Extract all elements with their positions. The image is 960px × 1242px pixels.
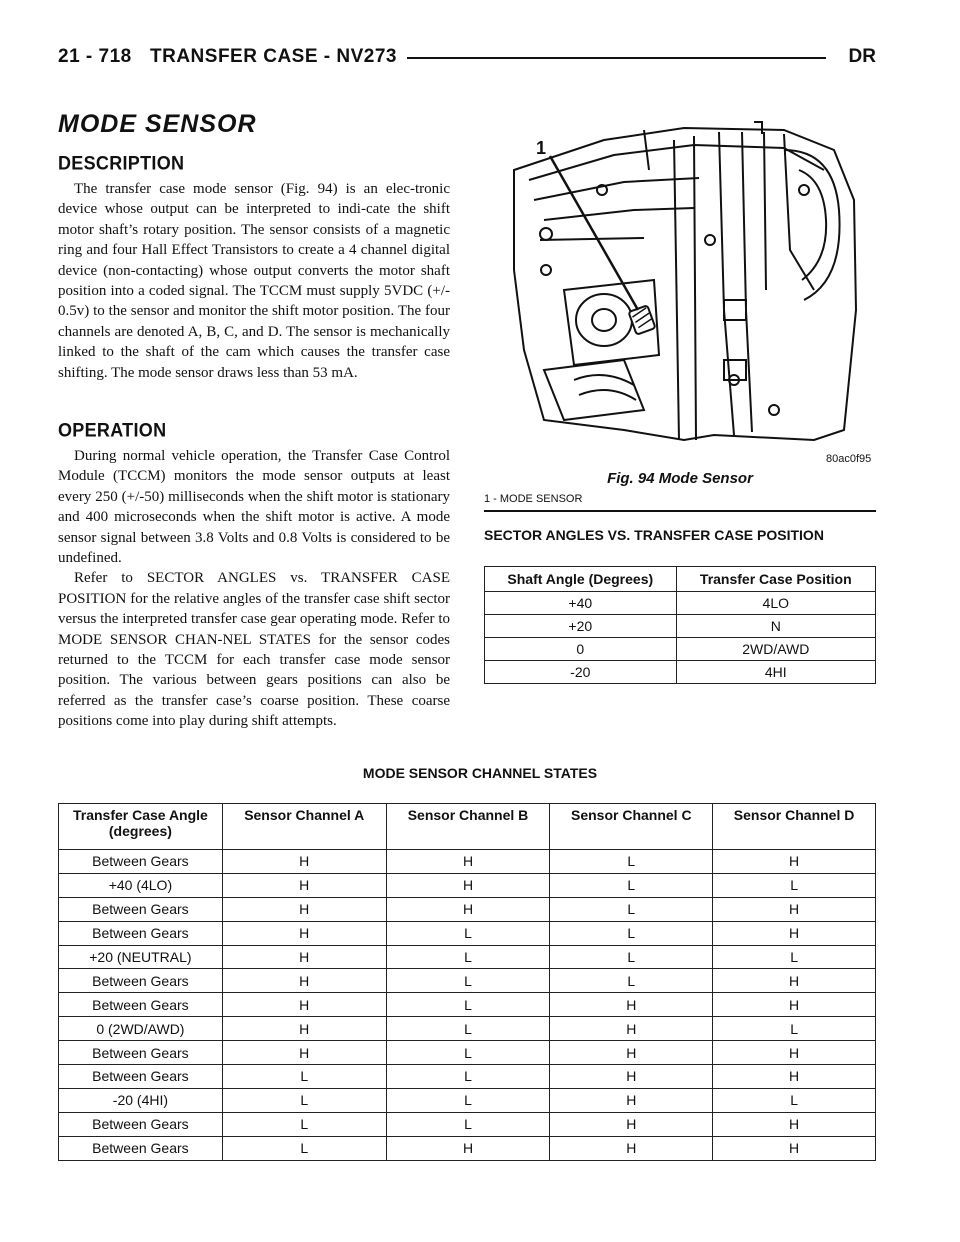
table-cell: H bbox=[713, 969, 876, 993]
image-code: 80ac0f95 bbox=[826, 453, 872, 465]
table-cell: H bbox=[222, 850, 386, 874]
table-cell: H bbox=[386, 897, 550, 921]
page-number: 21 - 718 bbox=[58, 46, 132, 67]
callout-number: 1 bbox=[536, 138, 547, 158]
table-cell: L bbox=[550, 969, 713, 993]
operation-paragraph-2: Refer to SECTOR ANGLES vs. TRANSFER CASE POSITION for the relative angles of the transfer case shift sector versus the interpreted transfer case gear operating mode. Refer to MODE SENSOR CHAN-NEL STATES for the sensor codes returned to the TCCM for each transfer case mode sensor position. The various between gears positions can also be referred as the transfer case’s coarse position. These coarse positions come into play during shift attempts. bbox=[58, 570, 450, 730]
description-heading: DESCRIPTION bbox=[58, 152, 185, 174]
mode-sensor-figure bbox=[484, 110, 876, 470]
table-cell: Between Gears bbox=[59, 969, 223, 993]
table-row bbox=[59, 850, 876, 874]
table-cell: 0 bbox=[485, 638, 677, 661]
table-cell: L bbox=[713, 1088, 876, 1112]
table-cell: H bbox=[222, 969, 386, 993]
table-cell: L bbox=[550, 873, 713, 897]
table-row bbox=[485, 615, 876, 638]
page-header bbox=[58, 46, 876, 76]
figure-rule bbox=[484, 510, 876, 512]
description-body bbox=[58, 179, 450, 383]
table-row bbox=[59, 1017, 876, 1041]
channel-table-title: MODE SENSOR CHANNEL STATES bbox=[362, 765, 598, 781]
table-cell: H bbox=[713, 850, 876, 874]
table-cell: +20 (NEUTRAL) bbox=[59, 945, 223, 969]
table-cell: L bbox=[386, 993, 550, 1017]
table-row bbox=[59, 945, 876, 969]
table-cell: H bbox=[222, 897, 386, 921]
column-header: Sensor Channel D bbox=[713, 804, 876, 850]
table-row bbox=[59, 1088, 876, 1112]
figure-caption: Fig. 94 Mode Sensor bbox=[607, 470, 753, 487]
table-cell: H bbox=[386, 873, 550, 897]
table-cell: L bbox=[222, 1112, 386, 1136]
table-cell: L bbox=[386, 1065, 550, 1089]
table-cell: L bbox=[386, 921, 550, 945]
table-cell: H bbox=[386, 1136, 550, 1160]
table-cell: H bbox=[713, 1136, 876, 1160]
table-cell: H bbox=[550, 993, 713, 1017]
column-header: Transfer Case Position bbox=[676, 567, 875, 592]
table-row bbox=[59, 1065, 876, 1089]
table-cell: L bbox=[713, 1017, 876, 1041]
table-cell: L bbox=[222, 1065, 386, 1089]
table-header-row bbox=[59, 804, 876, 850]
model-code: DR bbox=[839, 46, 876, 68]
table-cell: Between Gears bbox=[59, 1041, 223, 1065]
page-title: MODE SENSOR bbox=[58, 110, 257, 138]
column-header: Sensor Channel C bbox=[550, 804, 713, 850]
sector-table-body bbox=[485, 592, 876, 684]
table-cell: H bbox=[222, 945, 386, 969]
table-cell: H bbox=[713, 1112, 876, 1136]
table-cell: +40 bbox=[485, 592, 677, 615]
table-cell: -20 (4HI) bbox=[59, 1088, 223, 1112]
table-cell: Between Gears bbox=[59, 1136, 223, 1160]
sector-angles-table bbox=[484, 566, 876, 684]
table-cell: H bbox=[713, 1065, 876, 1089]
mode-sensor-part bbox=[628, 305, 655, 334]
table-cell: L bbox=[550, 897, 713, 921]
table-cell: H bbox=[713, 897, 876, 921]
table-row bbox=[485, 592, 876, 615]
table-cell: L bbox=[386, 1017, 550, 1041]
table-cell: H bbox=[222, 873, 386, 897]
table-cell: H bbox=[222, 993, 386, 1017]
table-cell: H bbox=[550, 1065, 713, 1089]
table-cell: L bbox=[550, 921, 713, 945]
table-cell: Between Gears bbox=[59, 993, 223, 1017]
table-cell: H bbox=[222, 921, 386, 945]
table-header-row bbox=[485, 567, 876, 592]
table-cell: L bbox=[713, 873, 876, 897]
table-cell: L bbox=[386, 945, 550, 969]
table-cell: H bbox=[550, 1136, 713, 1160]
table-cell: Between Gears bbox=[59, 897, 223, 921]
table-cell: L bbox=[386, 1088, 550, 1112]
table-cell: L bbox=[386, 1041, 550, 1065]
table-row bbox=[59, 873, 876, 897]
table-cell: H bbox=[550, 1112, 713, 1136]
table-cell: Between Gears bbox=[59, 1065, 223, 1089]
operation-heading: OPERATION bbox=[58, 419, 167, 441]
table-cell: L bbox=[713, 945, 876, 969]
table-cell: Between Gears bbox=[59, 1112, 223, 1136]
table-row bbox=[485, 661, 876, 684]
table-cell: H bbox=[222, 1017, 386, 1041]
table-cell: L bbox=[550, 945, 713, 969]
table-cell: H bbox=[713, 993, 876, 1017]
table-cell: Between Gears bbox=[59, 850, 223, 874]
table-cell: 4HI bbox=[676, 661, 875, 684]
table-cell: L bbox=[222, 1136, 386, 1160]
table-cell: L bbox=[386, 1112, 550, 1136]
table-cell: Between Gears bbox=[59, 921, 223, 945]
table-row bbox=[59, 969, 876, 993]
mode-sensor-illustration bbox=[484, 110, 876, 470]
table-cell: H bbox=[550, 1041, 713, 1065]
header-rule bbox=[358, 57, 826, 59]
table-cell: H bbox=[713, 1041, 876, 1065]
channel-table-body bbox=[59, 850, 876, 1161]
table-cell: +20 bbox=[485, 615, 677, 638]
column-header: Shaft Angle (Degrees) bbox=[485, 567, 677, 592]
section-title: TRANSFER CASE - NV273 bbox=[150, 46, 407, 68]
table-cell: L bbox=[550, 850, 713, 874]
table-row bbox=[485, 638, 876, 661]
table-row bbox=[59, 993, 876, 1017]
operation-body bbox=[58, 446, 450, 732]
transfer-case-drawing bbox=[514, 122, 856, 440]
table-cell: N bbox=[676, 615, 875, 638]
table-cell: 2WD/AWD bbox=[676, 638, 875, 661]
table-cell: 4LO bbox=[676, 592, 875, 615]
table-row bbox=[59, 921, 876, 945]
table-row bbox=[59, 1112, 876, 1136]
sector-table-title: SECTOR ANGLES VS. TRANSFER CASE POSITION bbox=[484, 527, 824, 543]
operation-paragraph-1: During normal vehicle operation, the Transfer Case Control Module (TCCM) monitors the mode sensor outputs at least every 250 (+/-50) milliseconds when the shift motor is stationary and 400 microseconds when the shift motor is active. A mode sensor signal between 3.8 Volts and 0.8 Volts is considered to be undefined. bbox=[58, 448, 450, 567]
table-cell: L bbox=[222, 1088, 386, 1112]
table-cell: H bbox=[222, 1041, 386, 1065]
column-header: Transfer Case Angle (degrees) bbox=[59, 804, 223, 850]
table-row bbox=[59, 1136, 876, 1160]
table-cell: H bbox=[550, 1088, 713, 1112]
table-cell: +40 (4LO) bbox=[59, 873, 223, 897]
table-cell: H bbox=[386, 850, 550, 874]
table-cell: L bbox=[386, 969, 550, 993]
table-row bbox=[59, 897, 876, 921]
description-paragraph: The transfer case mode sensor (Fig. 94) is an elec-tronic device whose output can be interpreted to indi-cate the shift motor shaft’s rotary position. The sensor consists of a magnetic ring and four Hall Effect Transistors to create a 4 channel digital device (non-contacting) whose output converts the motor shaft position into a coded signal. The TCCM must supply 5VDC (+/- 0.5v) to the sensor and monitor the shift motor position. The four channels are denoted A, B, C, and D. The sensor is mechanically linked to the shaft of the cam which causes the transfer case shifting. The mode sensor draws less than 53 mA. bbox=[58, 181, 450, 381]
table-row bbox=[59, 1041, 876, 1065]
table-cell: 0 (2WD/AWD) bbox=[59, 1017, 223, 1041]
column-header: Sensor Channel B bbox=[386, 804, 550, 850]
figure-legend: 1 - MODE SENSOR bbox=[484, 493, 583, 505]
table-cell: -20 bbox=[485, 661, 677, 684]
column-header: Sensor Channel A bbox=[222, 804, 386, 850]
channel-states-table bbox=[58, 803, 876, 1161]
table-cell: H bbox=[550, 1017, 713, 1041]
table-cell: H bbox=[713, 921, 876, 945]
